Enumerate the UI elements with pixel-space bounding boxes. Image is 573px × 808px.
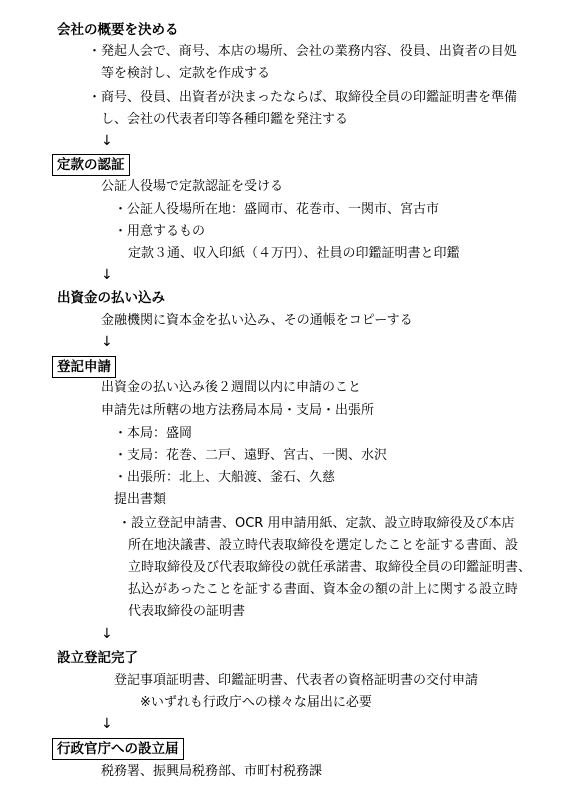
step4-line6: 提出書類 [114,492,167,507]
step3-heading: 出資金の払い込み [57,290,165,306]
step2-line2: ・公証人役場所在地：盛岡市、花巻市、一関市、宮古市 [114,202,440,217]
arrow-down-icon: ↓ [101,334,113,350]
step2-line3: ・用意するもの [114,224,206,239]
step4-line11: 代表取締役の証明書 [128,604,246,619]
arrow-down-icon: ↓ [101,626,113,642]
step4-line4: ・支局：花巻、二戸、遠野、宮古、一関、水沢 [114,448,388,463]
arrow-down-icon: ↓ [101,133,113,149]
step6-line1: 税務署、振興局税務部、市町村税務課 [101,764,323,779]
step2-line4: 定款３通、収入印紙（４万円）、社員の印鑑証明書と印鑑 [128,246,460,261]
step4-line1: 出資金の払い込み後２週間以内に申請のこと [101,380,362,395]
step1-bullet2-line2: し、会社の代表者印等各種印鑑を発注する [101,112,349,127]
step4-line10: 払込があったことを証する書面、資本金の額の計上に関する設立時 [128,582,518,597]
step5-line1: 登記事項証明書、印鑑証明書、代表者の資格証明書の交付申請 [114,673,479,688]
step3-line1: 金融機関に資本金を払い込み、その通帳をコピーする [101,313,413,328]
arrow-down-icon: ↓ [101,716,113,732]
step1-heading: 会社の概要を決める [57,22,179,38]
step2-line1: 公証人役場で定款認証を受ける [101,179,284,194]
step4-line5: ・出張所：北上、大船渡、釜石、久慈 [114,470,336,485]
step5-line2: ※いずれも行政庁への様々な届出に必要 [140,695,372,710]
step1-bullet1-line1: ・発起人会で、商号、本店の場所、会社の業務内容、役員、出資者の目処 [88,44,517,59]
step2-heading: 定款の認証 [52,154,130,176]
step4-heading: 登記申請 [52,356,116,378]
step4-line8: 所在地決議書、設立時代表取締役を選定したことを証する書面、設 [128,538,519,553]
step1-bullet2-line1: ・商号、役員、出資者が決まったならば、取締役全員の印鑑証明書を準備 [88,90,518,105]
step4-line2: 申請先は所轄の地方法務局本局・支局・出張所 [101,403,375,418]
step1-bullet1-line2: 等を検討し、定款を作成する [101,66,271,81]
step6-heading: 行政官庁への設立届 [52,738,184,760]
step5-heading: 設立登記完了 [57,650,138,666]
step4-line3: ・本局：盛岡 [114,426,193,441]
step4-line7: ・設立登記申請書、OCR 用申請用紙、定款、設立時取締役及び本店 [118,516,515,531]
step4-line9: 立時取締役及び代表取締役の就任承諾書、取締役全員の印鑑証明書、 [128,560,532,575]
arrow-down-icon: ↓ [101,267,113,283]
